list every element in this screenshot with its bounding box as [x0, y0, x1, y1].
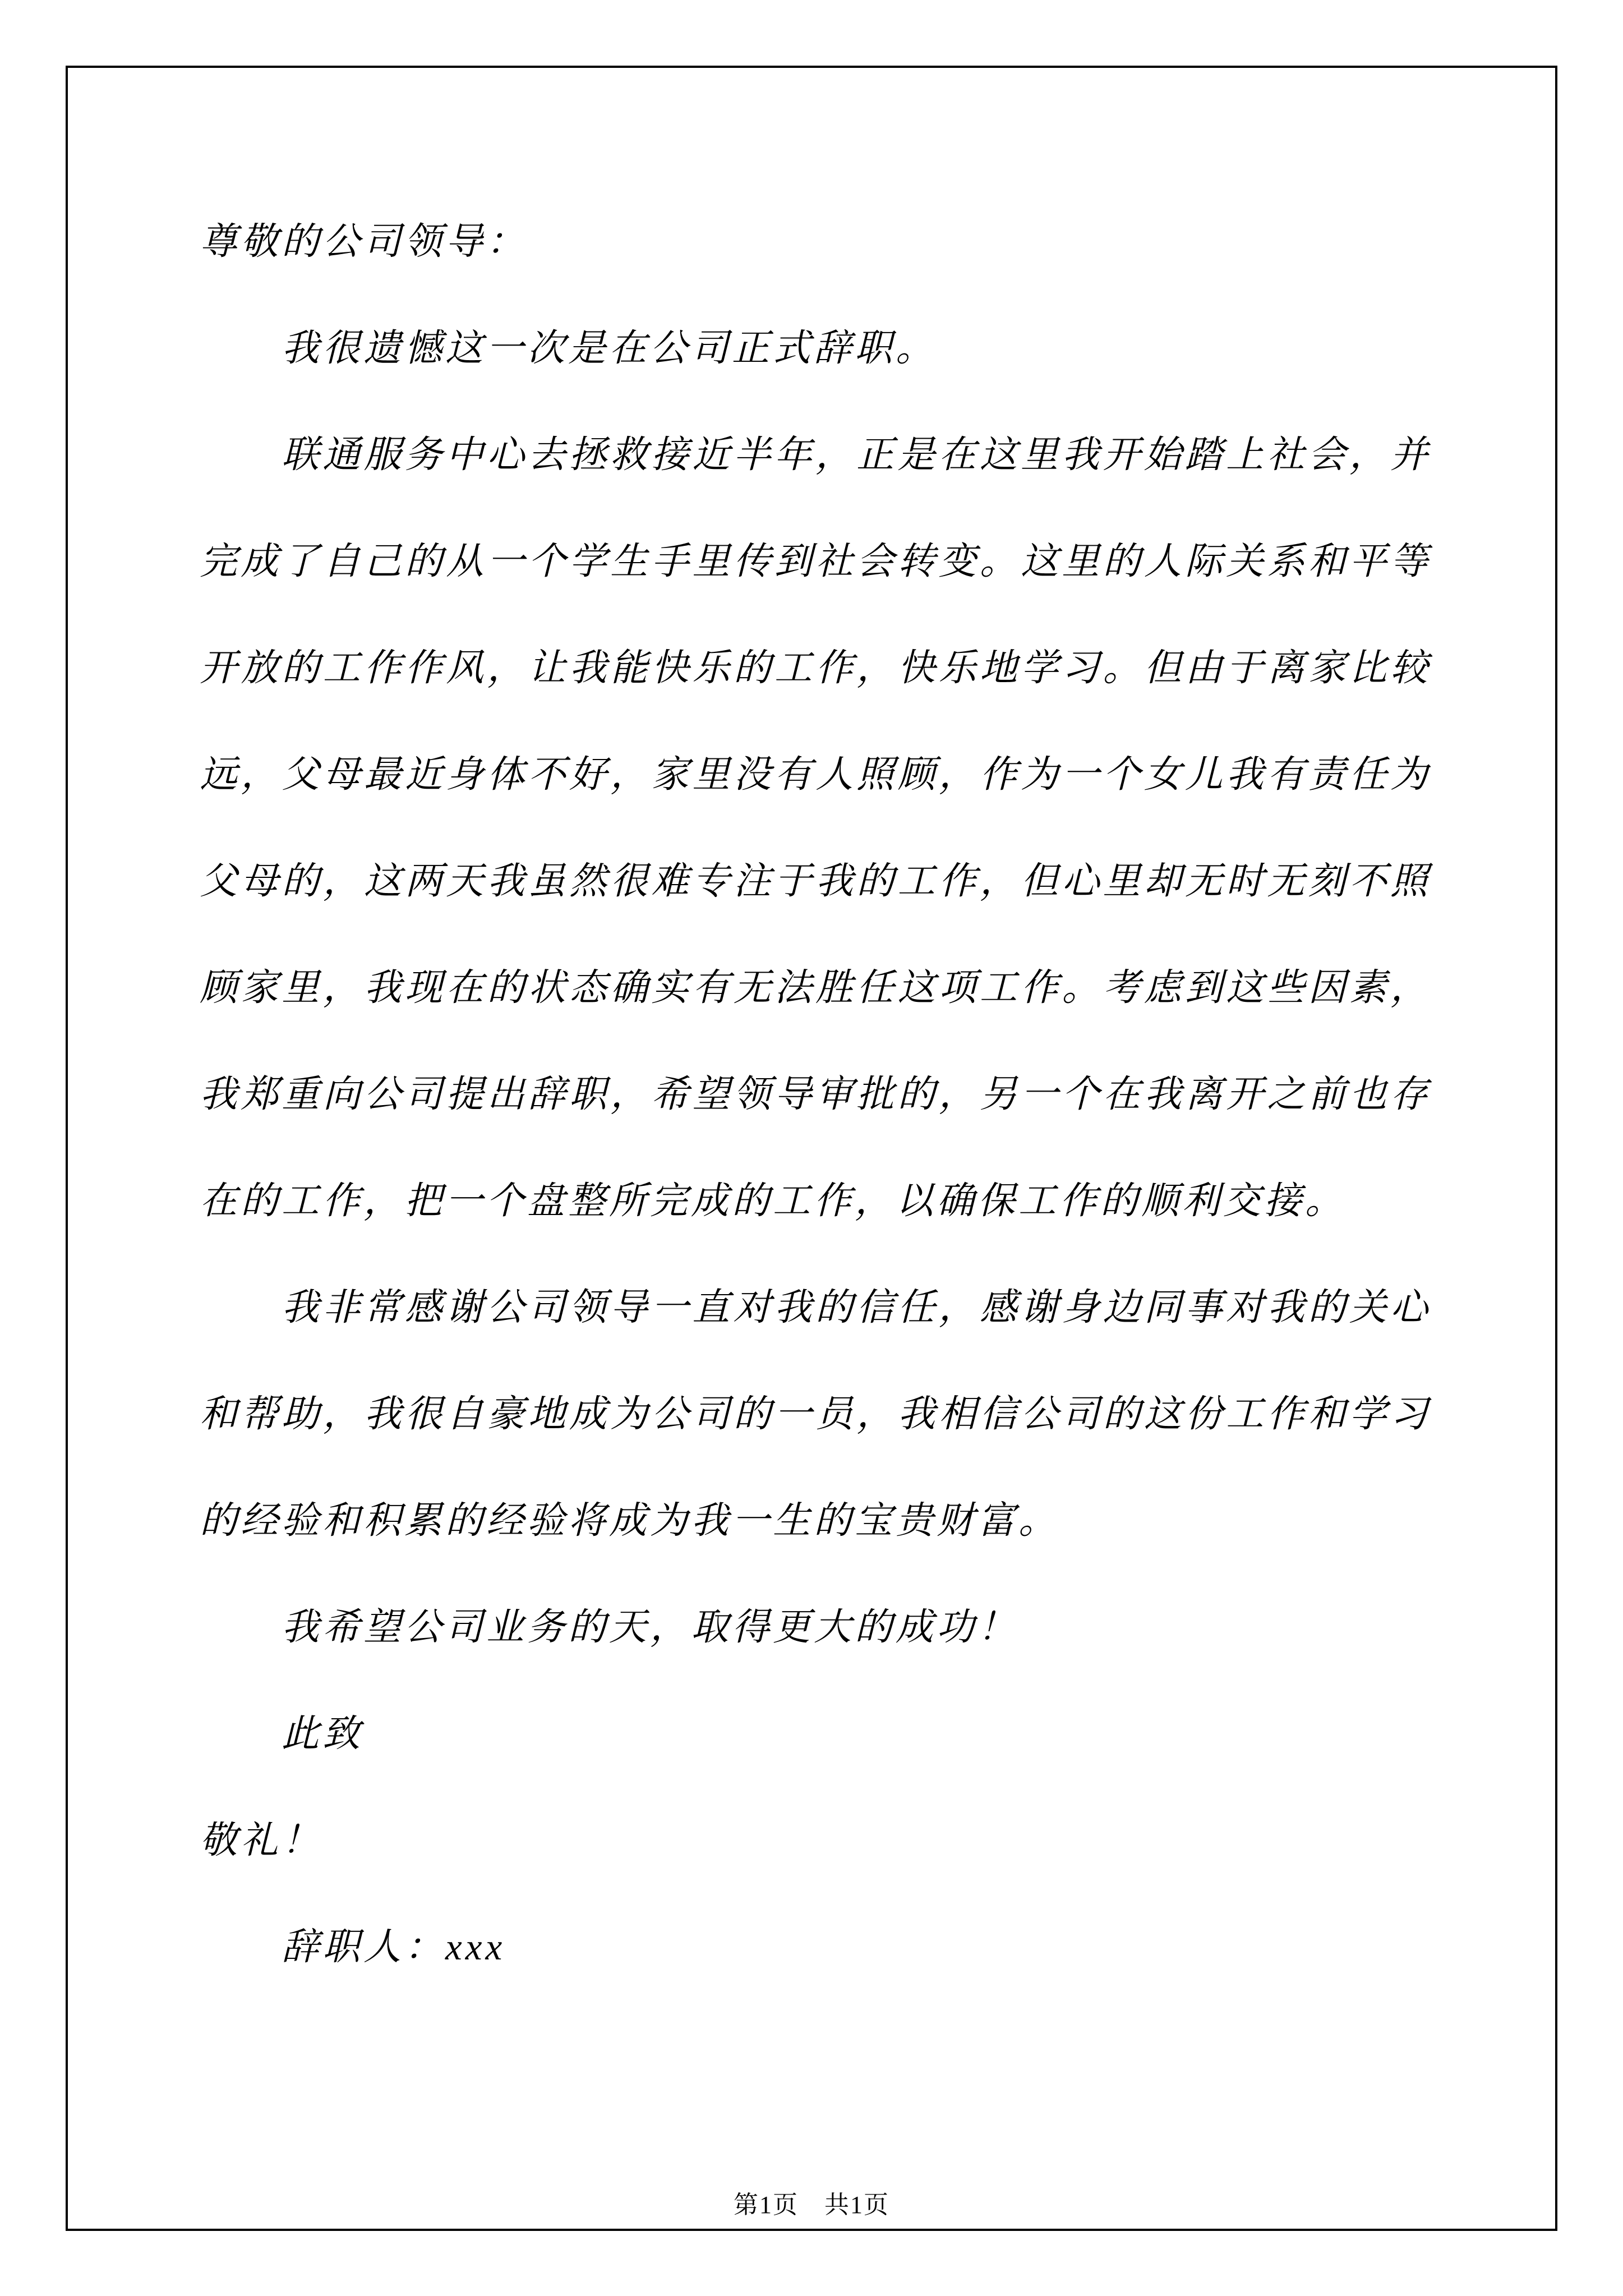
letter-body: [200, 188, 1431, 2000]
closing-jingli: 敬礼！: [200, 1820, 322, 1861]
salutation: 尊敬的公司领导：: [200, 221, 527, 263]
body-paragraph: 我非常感谢公司领导一直对我的信任，感谢身边同事对我的关心和帮助，我很自豪地成为公司的一员，我相信公司的这份工作和学习的经验和积累的经验将成为我一生的宝贵财富。: [200, 1287, 1431, 1542]
page-border-frame: [66, 66, 1557, 2231]
body-paragraph: 联通服务中心去拯救接近半年，正是在这里我开始踏上社会，并完成了自己的从一个学生手里传到社会转变。这里的人际关系和平等开放的工作作风，让我能快乐的工作，快乐地学习。但由于离家比较远，父母最近身体不好，家里没有人照顾，作为一个女儿我有责任为父母的，这两天我虽然很难专注于我的工作，但心里却无时无刻不照顾家里，我现在的状态确实有无法胜任这项工作。考虑到这些因素，我郑重向公司提出辞职，希望领导审批的，另一个在我离开之前也存在的工作，把一个盘整所完成的工作，以确保工作的顺利交接。: [200, 434, 1431, 1222]
body-paragraph: 我很遗憾这一次是在公司正式辞职。: [282, 328, 937, 369]
closing-cizhi: 此致: [282, 1713, 363, 1755]
body-paragraph: 我希望公司业务的天，取得更大的成功！: [282, 1607, 1018, 1648]
signature-line: 辞职人：xxx: [282, 1926, 506, 1968]
page-footer: 第1页 共1页: [734, 2191, 889, 2219]
